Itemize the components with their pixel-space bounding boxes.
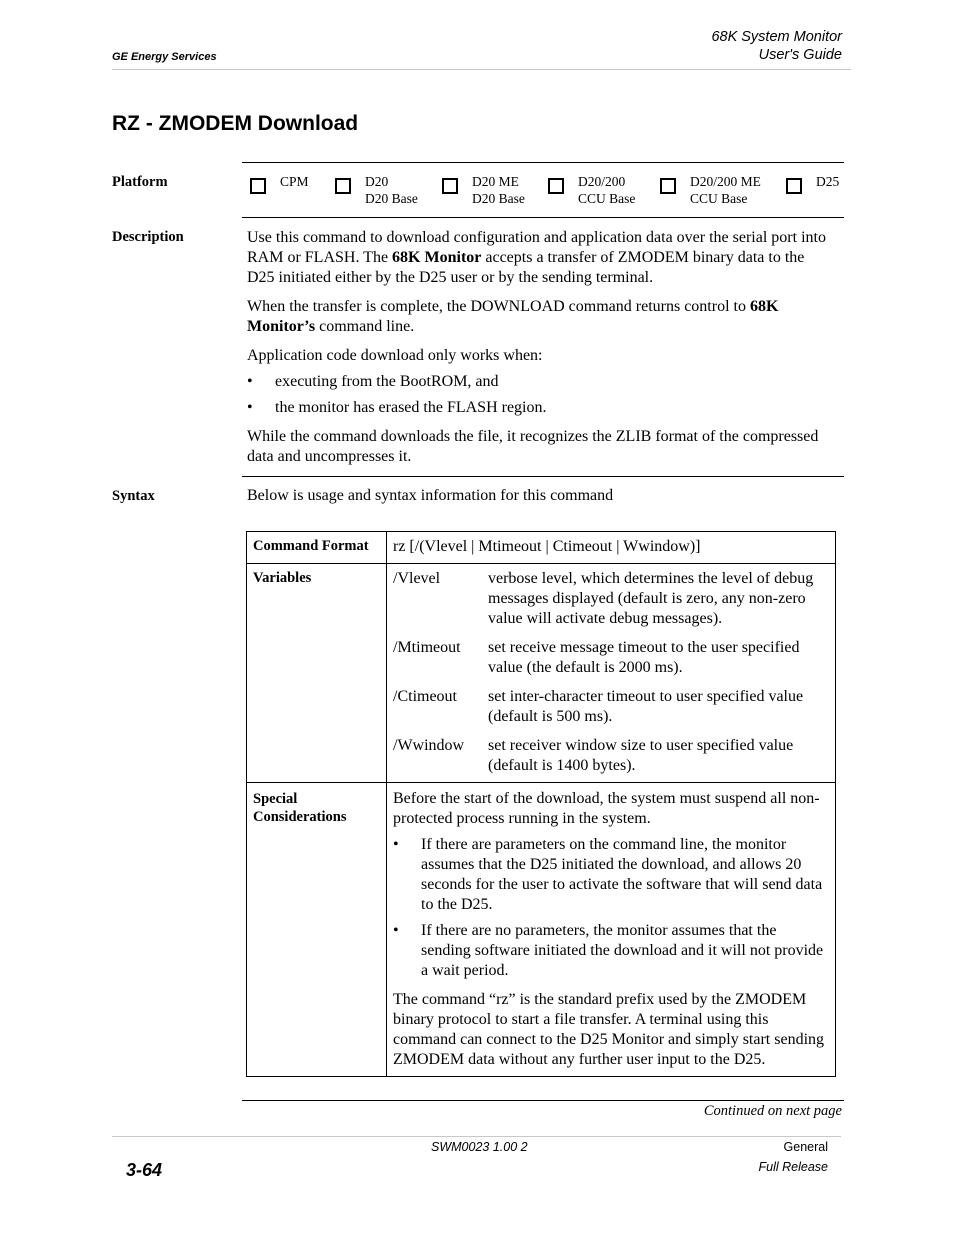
- table-row: [247, 783, 836, 1077]
- table-row: [247, 532, 836, 564]
- variable-description: verbose level, which determines the level of debug messages displayed (default is zero, any non-zero value will activate debug messages).: [488, 570, 814, 627]
- description-label: Description: [112, 229, 184, 245]
- header-divider: [112, 69, 851, 70]
- platform-item-d20-me: [442, 173, 525, 207]
- platform-name: D20: [365, 174, 389, 189]
- platform-top-rule: [242, 162, 844, 163]
- continued-note: Continued on next page: [703, 1103, 842, 1119]
- table-row: [247, 564, 836, 783]
- header-doc-title: [711, 28, 842, 64]
- platform-base: D20 Base: [365, 191, 418, 206]
- footer-divider: [112, 1136, 841, 1137]
- command-format-label: Command Format: [247, 532, 387, 564]
- checkbox-icon: [548, 178, 564, 194]
- variables-cell: [387, 564, 836, 783]
- bullet-icon: •: [247, 399, 253, 416]
- description-paragraph: While the command downloads the file, it recognizes the ZLIB format of the compressed data and uncompresses it.: [247, 428, 819, 465]
- special-considerations-label: Special Considerations: [247, 783, 387, 1077]
- variable-entry: [393, 687, 829, 727]
- checkbox-icon: [335, 178, 351, 194]
- platform-item-d20-200: [548, 173, 635, 207]
- section-title: RZ - ZMODEM Download: [112, 112, 359, 135]
- special-paragraph: The command “rz” is the standard prefix used by the ZMODEM binary protocol to start a file transfer. A terminal using this command can connect to the D25 Monitor and simply start sending ZMODEM data without any further user input to the D25.: [393, 991, 825, 1068]
- platform-base: D20 Base: [472, 191, 525, 206]
- page-number: 3-64: [126, 1160, 163, 1180]
- variable-description: set receive message timeout to the user specified value (the default is 2000 ms).: [488, 639, 800, 676]
- special-considerations-cell: [387, 783, 836, 1077]
- footer-category: General: [783, 1140, 828, 1154]
- platform-name: D25: [816, 174, 840, 189]
- variable-description: set inter-character timeout to user specified value (default is 500 ms).: [488, 688, 804, 725]
- variable-entry: [393, 638, 829, 678]
- description-body: [247, 228, 827, 476]
- footer-release: Full Release: [758, 1160, 828, 1174]
- doc-number: SWM0023 1.00 2: [431, 1140, 528, 1154]
- description-paragraph: Use this command to download configuration and application data over the serial port into RAM or FLASH. The 68K Monitor accepts a transfer of ZMODEM binary data to the D25 initiated either by the D25 user or by the sending terminal.: [247, 229, 826, 286]
- checkbox-icon: [660, 178, 676, 194]
- list-item: • If there are parameters on the command line, the monitor assumes that the D25 initiated the download, and allows 20 seconds for the user to activate the software that will send data to the D25.: [393, 836, 823, 913]
- special-paragraph: Before the start of the download, the system must suspend all non-protected process running in the system.: [393, 790, 820, 827]
- list-item: • If there are no parameters, the monitor assumes that the sending software initiated the download and it will not provide a wait period.: [393, 922, 824, 979]
- checkbox-icon: [442, 178, 458, 194]
- variable-name: /Mtimeout: [393, 639, 461, 656]
- variable-name: /Ctimeout: [393, 688, 457, 705]
- variable-entry: [393, 569, 829, 629]
- platform-name: D20/200: [578, 174, 626, 189]
- description-bottom-rule: [242, 476, 844, 477]
- platform-item-d20-200-me: [660, 173, 761, 207]
- command-format-value: rz [/(Vlevel | Mtimeout | Ctimeout | Wwindow)]: [387, 532, 836, 564]
- platform-item-d25: [786, 173, 839, 194]
- platform-name: D20 ME: [472, 174, 519, 189]
- syntax-intro: Below is usage and syntax information for this command: [247, 487, 614, 504]
- variables-label: Variables: [247, 564, 387, 783]
- description-paragraph: Application code download only works when:: [247, 347, 543, 364]
- variable-entry: [393, 736, 829, 776]
- variable-description: set receiver window size to user specified value (default is 1400 bytes).: [488, 737, 794, 774]
- list-item: • executing from the BootROM, and: [247, 373, 499, 390]
- platform-base: CCU Base: [578, 191, 636, 206]
- table-bottom-rule: [242, 1100, 844, 1101]
- bullet-icon: •: [247, 373, 253, 390]
- checkbox-icon: [250, 178, 266, 194]
- platform-name: CPM: [280, 174, 309, 189]
- platform-item-d20: [335, 173, 418, 207]
- syntax-label: Syntax: [112, 488, 155, 504]
- platform-name: D20/200 ME: [690, 174, 761, 189]
- variable-name: /Vlevel: [393, 570, 441, 587]
- checkbox-icon: [786, 178, 802, 194]
- platform-label: Platform: [112, 174, 168, 190]
- list-item: • the monitor has erased the FLASH region.: [247, 399, 547, 416]
- variable-name: /Wwindow: [393, 737, 465, 754]
- platform-bottom-rule: [242, 217, 844, 218]
- platform-list: [248, 173, 844, 209]
- description-paragraph: When the transfer is complete, the DOWNLOAD command returns control to 68K Monitor’s command line.: [247, 298, 779, 335]
- bullet-icon: •: [393, 922, 399, 939]
- header-title-line2: User's Guide: [758, 47, 842, 63]
- header-title-line1: 68K System Monitor: [711, 29, 842, 45]
- platform-base: CCU Base: [690, 191, 748, 206]
- syntax-table: [246, 531, 836, 1077]
- platform-item-cpm: [250, 173, 309, 194]
- header-company: GE Energy Services: [112, 51, 217, 63]
- bullet-icon: •: [393, 836, 399, 853]
